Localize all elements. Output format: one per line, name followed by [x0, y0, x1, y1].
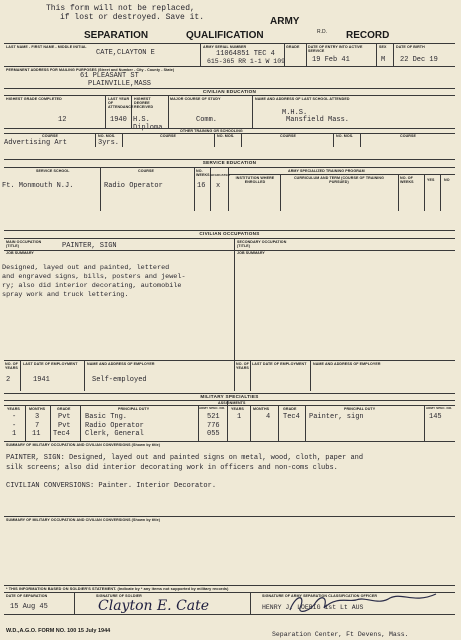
birth-label: DATE OF BIRTH: [396, 45, 425, 49]
civilian-occupations-heading: CIVILIAN OCCUPATIONS: [199, 231, 260, 236]
table-row: [0, 422, 228, 431]
serial-label: ARMY SERIAL NUMBER: [203, 45, 247, 49]
job-summary-label: JOB SUMMARY: [6, 251, 34, 255]
last-employment: 1941: [33, 376, 50, 384]
summary-line-1: PAINTER, SIGN: Designed, layed out and painted signs on metal, wood, cloth, paper and: [6, 454, 364, 462]
summary-line-3: CIVILIAN CONVERSIONS: Painter. Interior Decorator.: [6, 482, 217, 490]
secondary-summary-label: JOB SUMMARY: [237, 251, 265, 255]
mil-grade-label: GRADE: [57, 407, 71, 411]
serial-code: 615-365 RR 1-1 W 109: [207, 58, 286, 65]
school-label: NAME AND ADDRESS OF LAST SCHOOL ATTENDED: [255, 97, 350, 101]
degree-label: HIGHEST DEGREE RECEIVED: [134, 97, 154, 109]
serial-number: 11064851 TEC 4: [216, 50, 275, 58]
service-course: Radio Operator: [104, 182, 163, 190]
service-school: Ft. Monmouth N.J.: [2, 182, 74, 190]
service-weeks: 16: [197, 182, 206, 190]
other-course-label-4: COURSE: [400, 134, 416, 138]
right-years: 1: [237, 413, 242, 421]
school-name: M.H.S.: [282, 109, 308, 117]
rd-mark: R.D.: [317, 29, 327, 35]
officer-signature-label: SIGNATURE OF ARMY SEPARATION CLASSIFICATION OFFICER: [262, 594, 378, 598]
summary-heading-2: SUMMARY OF MILITARY OCCUPATION AND CIVILIAN CONVERSIONS (Shown by title): [6, 518, 161, 522]
table-row-right: [0, 413, 455, 422]
secondary-occupation-label: SECONDARY OCCUPATION: [237, 240, 287, 244]
job-summary-text: [2, 264, 186, 300]
years-label-2: NO. OF YEARS: [236, 362, 249, 370]
mil-duty-label-2: PRINCIPAL DUTY: [344, 407, 376, 411]
notice-line-2: if lost or destroyed. Save it.: [60, 13, 205, 22]
row-grade: Pvt: [58, 421, 71, 430]
summary-text: [6, 453, 363, 491]
last-year-label: LAST YEAR OF ATTENDANCE: [108, 97, 134, 109]
mil-spec-label-2: ARMY SPEC. NO.: [426, 406, 453, 410]
main-occupation: PAINTER, SIGN: [62, 242, 117, 250]
address-line-1: 61 PLEASANT ST: [80, 72, 139, 80]
title-record: RECORD: [346, 30, 390, 41]
graduated-label: GRADUATED: [210, 173, 230, 177]
mil-years-label: YEARS: [7, 407, 20, 411]
other-course: Advertising Art: [4, 139, 68, 147]
service-education-heading: SERVICE EDUCATION: [202, 160, 257, 165]
military-specialties-heading: MILITARY SPECIALTIES: [200, 394, 259, 399]
right-spec: 145: [429, 413, 442, 421]
title-qualification: QUALIFICATION: [186, 30, 264, 41]
row-years: -: [12, 413, 17, 421]
service-school-label: SERVICE SCHOOL: [36, 169, 70, 173]
soldier-signature-label: SIGNATURE OF SOLDIER: [96, 594, 142, 598]
other-months-label: NO. MOS.: [98, 134, 116, 138]
employment-years: 2: [6, 376, 11, 384]
officer-name: HENRY J. LOEBIG 1st Lt AUS: [262, 604, 364, 611]
title-army: ARMY: [270, 16, 300, 27]
row-grade: Tec4: [53, 430, 70, 439]
other-months-label-3: NO. MOS.: [336, 134, 354, 138]
grade-label: GRADE: [286, 45, 300, 49]
right-months: 4: [266, 413, 271, 421]
row-duty: Basic Tng.: [85, 413, 128, 421]
highest-grade: 12: [58, 116, 67, 124]
mil-years-label-2: YEARS: [231, 407, 244, 411]
years-label: NO. OF YEARS: [5, 362, 18, 370]
address-label: PERMANENT ADDRESS FOR MAILING PURPOSES (Street and Number - City - County - State): [6, 68, 175, 72]
other-months-label-2: NO. MOS.: [217, 134, 235, 138]
summary-line-2: silk screens; also did interior decorating work in officers and non-coms clubs.: [6, 464, 338, 472]
form-number: W.D.,A.G.O. FORM NO. 100 15 July 1944: [6, 628, 111, 634]
birth-date: 22 Dec 19: [400, 56, 438, 64]
row-grade: Pvt: [58, 413, 71, 421]
assignments-label: ASSIGNMENTS: [218, 401, 246, 405]
other-course-label-2: COURSE: [160, 134, 176, 138]
employer-label-2: NAME AND ADDRESS OF EMPLOYER: [313, 362, 381, 366]
secondary-title-label: (TITLE): [237, 244, 251, 248]
separation-center: Separation Center, Ft Devens, Mass.: [272, 631, 409, 638]
mil-months-label: MONTHS: [29, 407, 46, 411]
right-duty: Painter, sign: [309, 413, 364, 421]
row-months: 7: [35, 421, 40, 430]
institution-label: INSTITUTION WHERE ENROLLED: [235, 176, 275, 184]
row-months: 11: [32, 430, 41, 439]
degree: H.S. Diploma: [133, 116, 163, 132]
job-summary-line-3: ry; also did interior decorating, automobile: [2, 282, 182, 290]
other-course-label-3: COURSE: [280, 134, 296, 138]
row-years: 1: [12, 430, 17, 439]
summary-heading: SUMMARY OF MILITARY OCCUPATION AND CIVILIAN CONVERSIONS (Shown by title): [6, 443, 161, 447]
row-duty: Clerk, General: [85, 430, 144, 439]
soldier-signature: Clayton E. Cate: [98, 598, 210, 614]
main-occupation-label: MAIN OCCUPATION: [6, 240, 42, 244]
major-course: Comm.: [196, 116, 218, 124]
astp-weeks-label: NO. OF WEEKS: [400, 176, 414, 184]
employer: Self-employed: [92, 376, 147, 384]
civilian-education-heading: CIVILIAN EDUCATION: [202, 89, 257, 94]
other-training-label: OTHER TRAINING OR SCHOOLING: [180, 129, 243, 133]
curriculum-label: CURRICULUM AND TERM (COURSE OF TRAINING PURSUED): [293, 176, 384, 184]
employer-label: NAME AND ADDRESS OF EMPLOYER: [87, 362, 155, 366]
separation-date: 15 Aug 45: [10, 603, 48, 611]
service-graduated: x: [216, 182, 221, 190]
school-city: Mansfield Mass.: [286, 116, 350, 124]
row-duty: Radio Operator: [85, 421, 144, 430]
service-course-label: COURSE: [138, 169, 154, 173]
address-line-2: PLAINVILLE,MASS: [88, 80, 152, 88]
other-months: 3yrs.: [98, 139, 120, 147]
title-separation: SEPARATION: [84, 30, 149, 41]
course-study-label: MAJOR COURSE OF STUDY: [170, 97, 221, 101]
notice-line-1: This form will not be replaced,: [46, 4, 195, 13]
job-summary-line-1: Designed, layed out and painted, lettered: [2, 264, 170, 272]
row-years: -: [12, 421, 17, 430]
sex-label: SEX: [379, 45, 387, 49]
last-year: 1940: [110, 116, 127, 124]
footnote: * THIS INFORMATION BASED ON SOLDIER'S STATEMENT. (Indicate by * any items not supported by military records): [6, 587, 229, 591]
job-summary-line-2: and engraved signs, bills, posters and jewel-: [2, 273, 186, 281]
astp-label: ARMY SPECIALIZED TRAINING PROGRAM: [288, 169, 365, 173]
no-label: NO: [444, 178, 450, 182]
other-course-label: COURSE: [42, 134, 58, 138]
entry-date: 19 Feb 41: [312, 56, 350, 64]
row-months: 3: [35, 413, 40, 421]
main-title-label: (TITLE): [6, 244, 20, 248]
entry-label: DATE OF ENTRY INTO ACTIVE SERVICE: [308, 45, 363, 53]
right-grade: Tec4: [283, 413, 300, 421]
row-spec: 776: [207, 421, 220, 430]
job-summary-line-4: spray work and truck lettering.: [2, 291, 129, 299]
separation-date-label: DATE OF SEPARATION: [6, 594, 48, 598]
row-spec: 521: [207, 413, 220, 421]
sex-value: M: [381, 56, 386, 64]
grade-completed-label: HIGHEST GRADE COMPLETED: [6, 97, 62, 101]
table-row: [0, 430, 228, 439]
weeks-label: NO. WEEKS: [196, 169, 210, 177]
yes-label: YES: [427, 178, 435, 182]
mil-grade-label-2: GRADE: [283, 407, 297, 411]
mil-duty-label: PRINCIPAL DUTY: [118, 407, 150, 411]
mil-months-label-2: MONTHS: [253, 407, 270, 411]
soldier-name: CATE,CLAYTON E: [96, 49, 155, 57]
last-employment-label-2: LAST DATE OF EMPLOYMENT: [252, 362, 307, 366]
row-spec: 055: [207, 430, 220, 439]
name-label: LAST NAME - FIRST NAME - MIDDLE INITIAL: [6, 45, 87, 49]
mil-spec-label: ARMY SPEC. NO.: [199, 406, 226, 410]
last-employment-label: LAST DATE OF EMPLOYMENT: [23, 362, 78, 366]
